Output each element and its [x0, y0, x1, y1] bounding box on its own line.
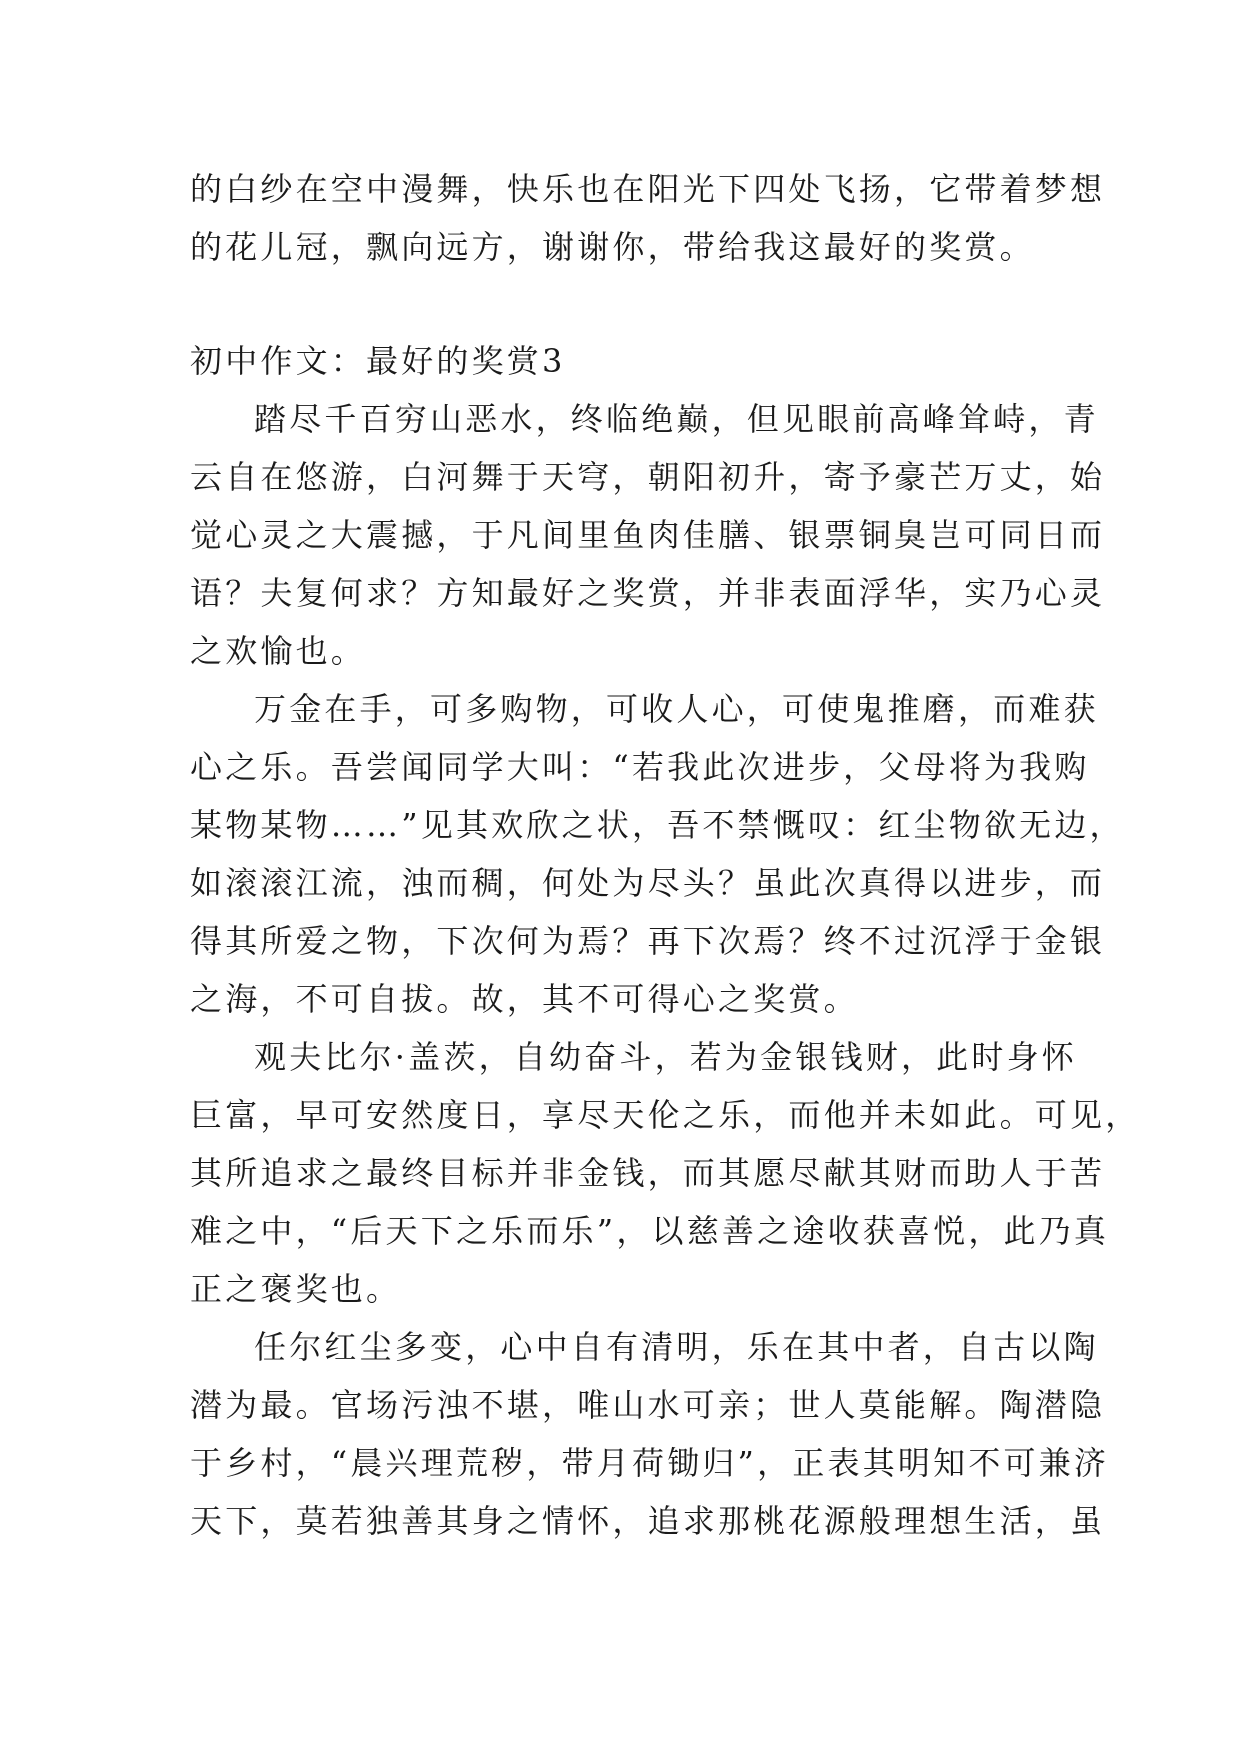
text-line: 正之褒奖也。 — [190, 1270, 402, 1308]
text-line: 语？夫复何求？方知最好之奖赏，并非表面浮华，实乃心灵 — [190, 574, 1106, 612]
paragraph-4 — [190, 1318, 1110, 1550]
text-line: 观夫比尔·盖茨，自幼奋斗，若为金银钱财，此时身怀 — [254, 1038, 1077, 1076]
paragraph-2 — [190, 680, 1125, 1028]
text-line: 任尔红尘多变，心中自有清明，乐在其中者，自古以陶 — [254, 1328, 1099, 1366]
text-line: 之欢愉也。 — [190, 632, 367, 670]
text-line: 巨富，早可安然度日，享尽天伦之乐，而他并未如此。可见， — [190, 1096, 1141, 1134]
text-line: 其所追求之最终目标并非金钱，而其愿尽献其财而助人于苦 — [190, 1154, 1106, 1192]
document-page — [190, 160, 1141, 1550]
text-line: 觉心灵之大震撼，于凡间里鱼肉佳膳、银票铜臭岂可同日而 — [190, 516, 1106, 554]
section-heading: 初中作文：最好的奖赏3 — [190, 342, 566, 380]
text-line: 潜为最。官场污浊不堪，唯山水可亲；世人莫能解。陶潜隐 — [190, 1386, 1106, 1424]
text-line: 云自在悠游，白河舞于天穹，朝阳初升，寄予豪芒万丈，始 — [190, 458, 1106, 496]
continued-paragraph — [190, 160, 1106, 276]
text-line: 于乡村，“晨兴理荒秽，带月荷锄归”，正表其明知不可兼济 — [190, 1444, 1110, 1482]
text-line: 万金在手，可多购物，可收人心，可使鬼推磨，而难获 — [254, 690, 1099, 728]
paragraph-1 — [190, 390, 1106, 680]
text-line: 的花儿冠，飘向远方，谢谢你，带给我这最好的奖赏。 — [190, 228, 1035, 266]
text-line: 心之乐。吾尝闻同学大叫：“若我此次进步，父母将为我购 — [190, 748, 1090, 786]
text-line: 某物某物……”见其欢欣之状，吾不禁慨叹：红尘物欲无边， — [190, 806, 1125, 844]
text-line: 得其所爱之物，下次何为焉？再下次焉？终不过沉浮于金银 — [190, 922, 1106, 960]
text-line: 难之中，“后天下之乐而乐”，以慈善之途收获喜悦，此乃真 — [190, 1212, 1110, 1250]
text-line: 之海，不可自拔。故，其不可得心之奖赏。 — [190, 980, 859, 1018]
text-line: 如滚滚江流，浊而稠，何处为尽头？虽此次真得以进步，而 — [190, 864, 1106, 902]
text-line: 天下，莫若独善其身之情怀，追求那桃花源般理想生活，虽 — [190, 1502, 1106, 1540]
paragraph-3 — [190, 1028, 1141, 1318]
text-line: 的白纱在空中漫舞，快乐也在阳光下四处飞扬，它带着梦想 — [190, 170, 1106, 208]
text-line: 踏尽千百穷山恶水，终临绝巅，但见眼前高峰耸峙，青 — [254, 400, 1099, 438]
